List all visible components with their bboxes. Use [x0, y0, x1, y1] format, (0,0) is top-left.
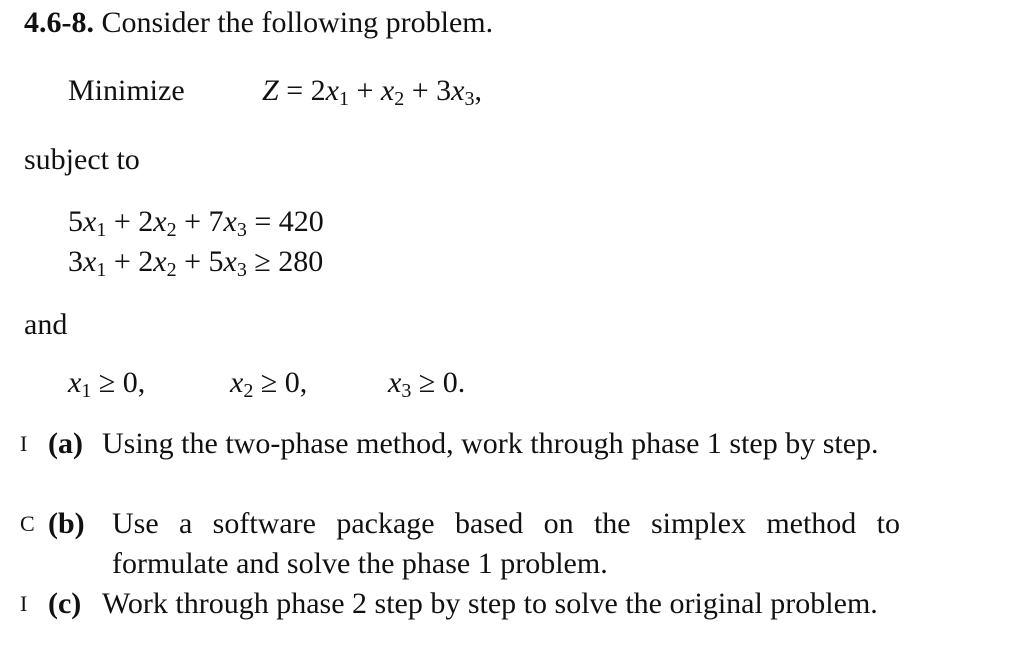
- and-label: and: [24, 308, 68, 341]
- part-text: Using the two-phase method, work through phase 1 step by step.: [102, 427, 879, 460]
- constraint-relation: ≥: [246, 245, 279, 278]
- nonneg-relation: ≥ 0,: [253, 366, 308, 399]
- objective-x1-subscript: 1: [338, 88, 349, 110]
- constraint-x3: x: [223, 205, 237, 238]
- constraint-subscript: 2: [166, 259, 177, 281]
- problem-heading: [24, 6, 493, 40]
- problem-number: 4.6-8.: [24, 6, 94, 39]
- constraint-x3: x: [223, 245, 237, 278]
- nonneg-relation: ≥ 0,: [91, 366, 146, 399]
- question-part-a: [20, 424, 900, 464]
- constraint-subscript: 3: [236, 259, 247, 281]
- part-letter: (a): [48, 427, 83, 460]
- constraint-coefficient: + 2: [106, 245, 154, 278]
- constraint-subscript: 2: [166, 219, 177, 241]
- constraint-x2: x: [153, 205, 167, 238]
- nonnegativity-constraint: [388, 366, 465, 400]
- constraint-coefficient: 3: [68, 245, 83, 278]
- constraint-x1: x: [83, 205, 97, 238]
- objective-plus-1: +: [348, 74, 381, 107]
- objective-variable: Z: [262, 74, 279, 107]
- constraint-subscript: 3: [236, 219, 247, 241]
- nonnegativity-constraint: [68, 366, 145, 400]
- objective-equals: = 2: [278, 74, 326, 107]
- constraint-subscript: 1: [96, 219, 107, 241]
- constraint-coefficient: + 5: [176, 245, 224, 278]
- part-tag: C: [20, 511, 36, 536]
- constraint-rhs: 280: [278, 245, 324, 278]
- constraint-coefficient: + 7: [176, 205, 224, 238]
- objective-plus-2: + 3: [404, 74, 452, 107]
- minimize-label: Minimize: [68, 74, 185, 107]
- nonneg-variable: x: [68, 366, 82, 399]
- objective-x1: x: [325, 74, 339, 107]
- nonnegativity-constraint: [230, 366, 307, 400]
- objective-x2-subscript: 2: [394, 88, 405, 110]
- constraint-rhs: 420: [278, 205, 324, 238]
- constraint-row: [68, 205, 324, 239]
- constraint-coefficient: 5: [68, 205, 83, 238]
- objective-x3-subscript: 3: [464, 88, 475, 110]
- part-letter: (c): [48, 587, 82, 620]
- nonneg-subscript: 1: [81, 380, 92, 402]
- constraint-x1: x: [83, 245, 97, 278]
- constraint-subscript: 1: [96, 259, 107, 281]
- objective-function: [262, 74, 482, 108]
- nonneg-subscript: 3: [401, 380, 412, 402]
- objective-x3: x: [451, 74, 465, 107]
- constraint-coefficient: + 2: [106, 205, 154, 238]
- problem-intro: Consider the following problem.: [101, 6, 494, 39]
- part-text: Work through phase 2 step by step to solve the original problem.: [102, 587, 878, 620]
- question-part-c: [20, 584, 900, 624]
- nonneg-variable: x: [230, 366, 244, 399]
- part-letter: (b): [48, 507, 85, 540]
- objective-comma: ,: [474, 74, 482, 107]
- part-text: Use a software package based on the simplex method to formulate and solve the phase 1 problem.: [112, 507, 900, 580]
- nonneg-relation: ≥ 0.: [411, 366, 466, 399]
- constraint-relation: =: [246, 205, 279, 238]
- nonneg-subscript: 2: [243, 380, 254, 402]
- objective-x2: x: [380, 74, 395, 107]
- question-part-b: [20, 504, 900, 584]
- subject-to-label: subject to: [24, 143, 140, 176]
- part-tag: I: [20, 591, 29, 616]
- constraint-row: [68, 245, 323, 279]
- nonneg-variable: x: [388, 366, 402, 399]
- part-tag: I: [20, 431, 29, 456]
- constraint-x2: x: [153, 245, 167, 278]
